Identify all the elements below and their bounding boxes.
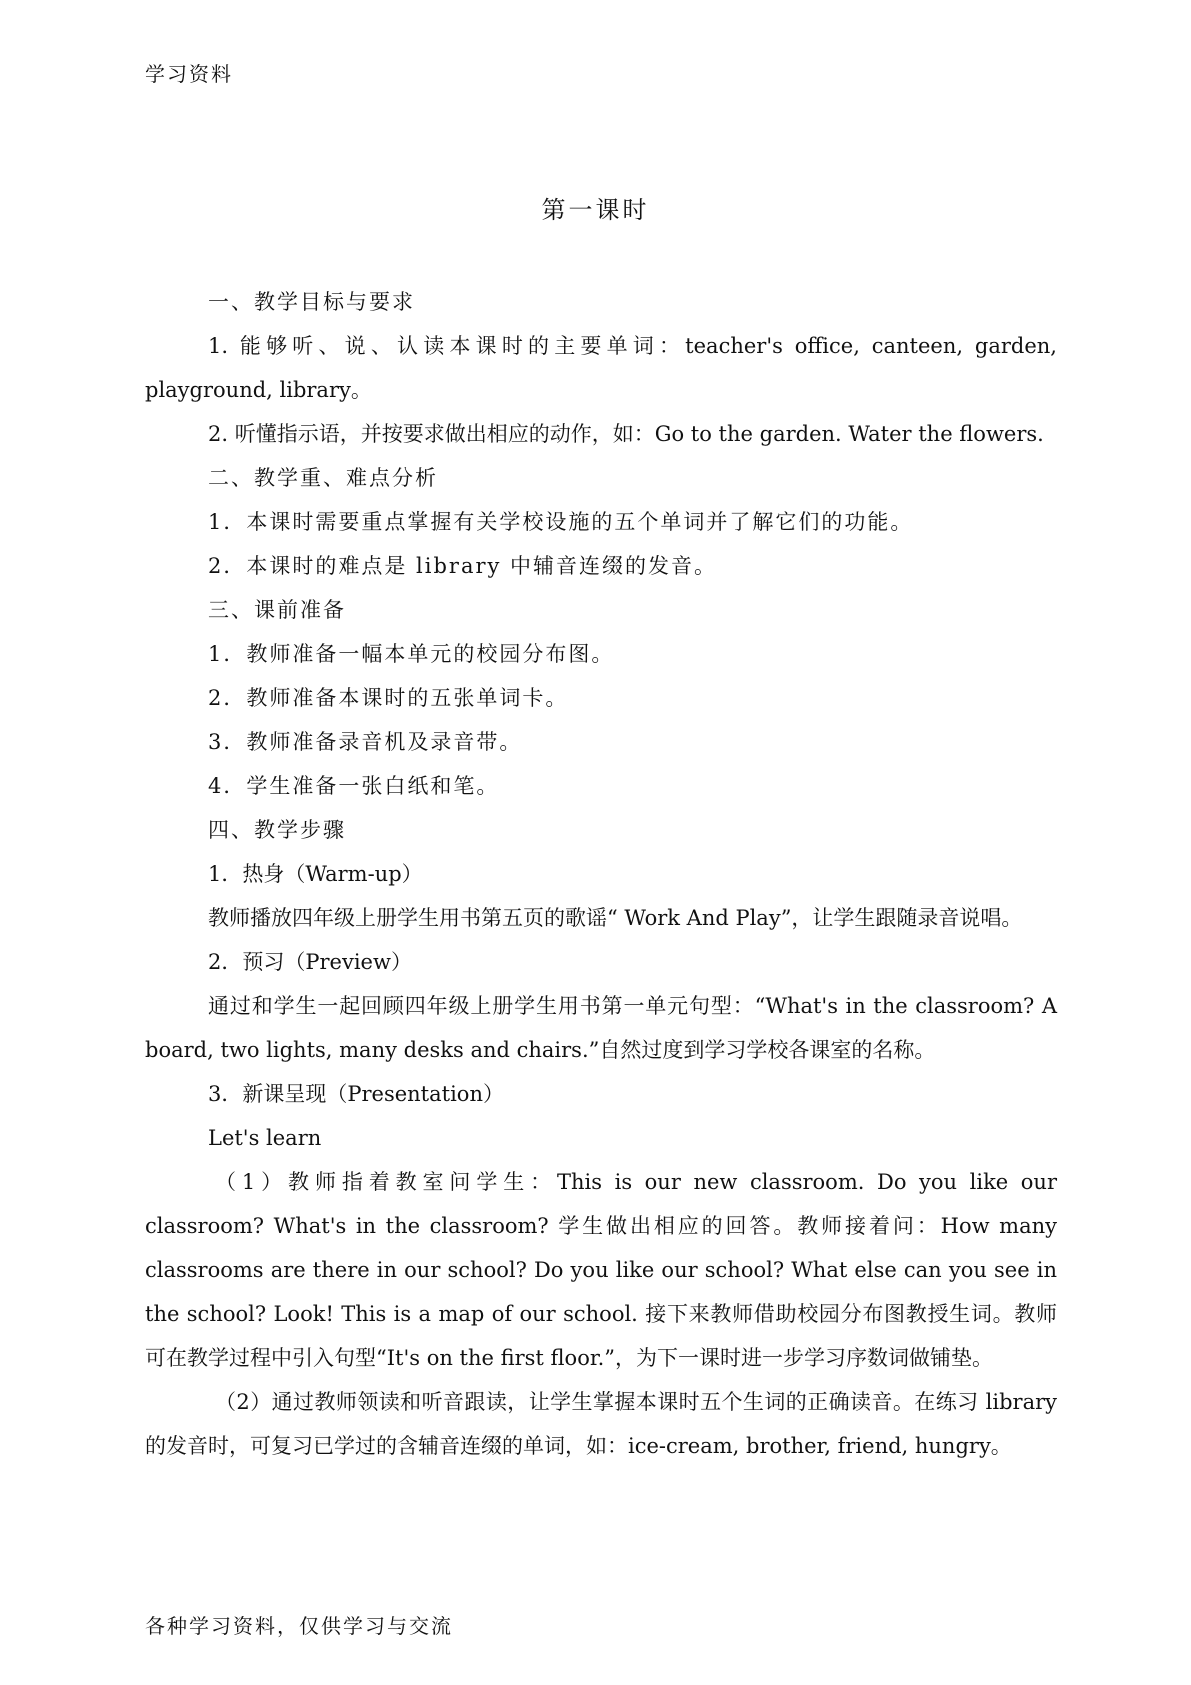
step-heading-warm-up: 1．热身（Warm-up） <box>208 862 423 886</box>
paragraph-preparation-2: 2．教师准备本课时的五张单词卡。 <box>208 686 569 710</box>
paragraph-preparation-1: 1．教师准备一幅本单元的校园分布图。 <box>208 642 615 666</box>
paragraph-key-point-2: 2．本课时的难点是 library 中辅音连缀的发音。 <box>208 554 718 578</box>
step-heading-presentation: 3．新课呈现（Presentation） <box>208 1082 504 1106</box>
subheading-lets-learn: Let's learn <box>208 1126 322 1150</box>
paragraph-presentation-2: （2）通过教师领读和听音跟读，让学生掌握本课时五个生词的正确读音。在练习 library 的发音时，可复习已学过的含辅音连缀的单词，如：ice-cream, brother, friend, hungry。 <box>145 1390 1057 1458</box>
section-heading-objectives: 一、教学目标与要求 <box>208 290 415 314</box>
document-title: 第一课时 <box>541 196 650 224</box>
section-heading-key-points: 二、教学重、难点分析 <box>208 466 438 490</box>
page-footer-label: 各种学习资料，仅供学习与交流 <box>145 1614 453 1638</box>
paragraph-preparation-3: 3．教师准备录音机及录音带。 <box>208 730 523 754</box>
step-heading-preview: 2．预习（Preview） <box>208 950 412 974</box>
paragraph-warm-up: 教师播放四年级上册学生用书第五页的歌谣“ Work And Play”，让学生跟随录音说唱。 <box>208 906 1023 930</box>
section-heading-preparation: 三、课前准备 <box>208 598 346 622</box>
paragraph-objective-2: 2. 听懂指示语，并按要求做出相应的动作，如：Go to the garden. Water the flowers. <box>208 422 1044 446</box>
paragraph-preview: 通过和学生一起回顾四年级上册学生用书第一单元句型：“What's in the classroom? A board, two lights, many desks and chairs.”自然过度到学习学校各课室的名称。 <box>145 994 1057 1062</box>
section-heading-steps: 四、教学步骤 <box>208 818 346 842</box>
paragraph-objective-1: 1. 能够听、说、认读本课时的主要单词：teacher's office, canteen, garden, playground, library。 <box>145 334 1057 402</box>
paragraph-presentation-1: （1）教师指着教室问学生：This is our new classroom. Do you like our classroom? What's in the classroom? 学生做出相应的回答。教师接着问：How many classrooms are there in our school? Do you like our school? What else can you see in the school? Look! This is a map of our school. 接下来教师借助校园分布图教授生词。教师可在教学过程中引入句型“It's on the first floor.”，为下一课时进一步学习序数词做铺垫。 <box>145 1170 1057 1370</box>
page-header-label: 学习资料 <box>145 62 233 86</box>
document-body <box>145 280 1057 1468</box>
paragraph-key-point-1: 1．本课时需要重点掌握有关学校设施的五个单词并了解它们的功能。 <box>208 510 914 534</box>
paragraph-preparation-4: 4．学生准备一张白纸和笔。 <box>208 774 500 798</box>
